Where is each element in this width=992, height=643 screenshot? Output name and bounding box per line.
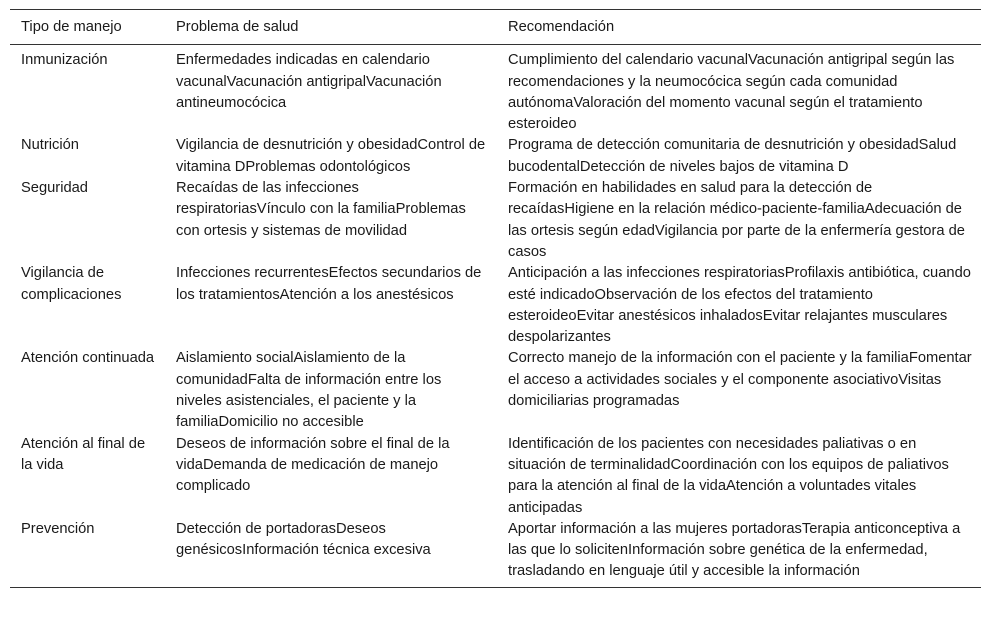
cell-tipo: Seguridad bbox=[21, 180, 88, 197]
header-tipo-de-manejo: Tipo de manejo bbox=[21, 19, 122, 35]
table-row bbox=[10, 178, 981, 263]
cell-problema: Detección de portadorasDeseos genésicosInformación técnica excesiva bbox=[176, 520, 431, 559]
table-row bbox=[10, 135, 981, 178]
header-problema-de-salud: Problema de salud bbox=[176, 19, 299, 35]
cell-recomendacion: Aportar información a las mujeres portadorasTerapia anticonceptiva a las que lo solicitenInformación sobre genética de la enfermedad, trasladando en lenguaje útil y accesible la información bbox=[508, 520, 961, 580]
cell-recomendacion: Anticipación a las infecciones respiratoriasProfilaxis antibiótica, cuando esté indicadoObservación de los efectos del tratamiento esteroideoEvitar anestésicos inhaladosEvitar relajantes musculares despolarizantes bbox=[508, 265, 971, 346]
header-recomendacion: Recomendación bbox=[508, 19, 615, 35]
cell-recomendacion: Formación en habilidades en salud para la detección de recaídasHigiene en la relación médico-paciente-familiaAdecuación de las ortesis según edadVigilancia por parte de la enfermería gestora de casos bbox=[508, 180, 965, 260]
cell-tipo: Atención continuada bbox=[21, 350, 155, 367]
table-row bbox=[10, 519, 981, 587]
cell-recomendacion: Programa de detección comunitaria de desnutrición y obesidadSalud bucodentalDetección de niveles bajos de vitamina D bbox=[508, 137, 957, 175]
cell-problema: Aislamiento socialAislamiento de la comunidadFalta de información entre los niveles asistenciales, el paciente y la familiaDomicilio no accesible bbox=[176, 350, 442, 431]
cell-recomendacion: Correcto manejo de la información con el paciente y la familiaFomentar el acceso a actividades sociales y el componente asociativoVisitas domiciliarias programadas bbox=[508, 350, 972, 410]
table-row bbox=[10, 348, 981, 433]
table-header-row bbox=[10, 10, 981, 45]
table-row bbox=[10, 434, 981, 519]
cell-tipo: Inmunización bbox=[21, 52, 108, 69]
cell-problema: Vigilancia de desnutrición y obesidadControl de vitamina DProblemas odontológicos bbox=[176, 137, 486, 175]
cell-tipo: Nutrición bbox=[21, 137, 79, 154]
cell-problema: Recaídas de las infecciones respiratoriasVínculo con la familiaProblemas con ortesis y sistemas de movilidad bbox=[176, 180, 466, 239]
cell-tipo: Prevención bbox=[21, 520, 95, 537]
table-row bbox=[10, 263, 981, 348]
cell-problema: Deseos de información sobre el final de la vidaDemanda de medicación de manejo complicado bbox=[176, 435, 450, 495]
cell-problema: Enfermedades indicadas en calendario vacunalVacunación antigripalVacunación antineumocócica bbox=[176, 52, 442, 111]
table-row bbox=[10, 45, 981, 136]
cell-recomendacion: Identificación de los pacientes con necesidades paliativas o en situación de terminalidadCoordinación con los equipos de paliativos para la atención al final de la vidaAtención a voluntades vitales anticipadas bbox=[508, 435, 949, 516]
cell-problema: Infecciones recurrentesEfectos secundarios de los tratamientosAtención a los anestésicos bbox=[176, 265, 482, 303]
cell-tipo: Atención al final de la vida bbox=[21, 435, 146, 473]
cell-tipo: Vigilancia de complicaciones bbox=[21, 265, 122, 303]
management-table bbox=[10, 9, 981, 588]
cell-recomendacion: Cumplimiento del calendario vacunalVacunación antigripal según las recomendaciones y la neumocócica según cada comunidad autónomaValoración del momento vacunal según el tratamiento esteroideo bbox=[508, 52, 955, 133]
